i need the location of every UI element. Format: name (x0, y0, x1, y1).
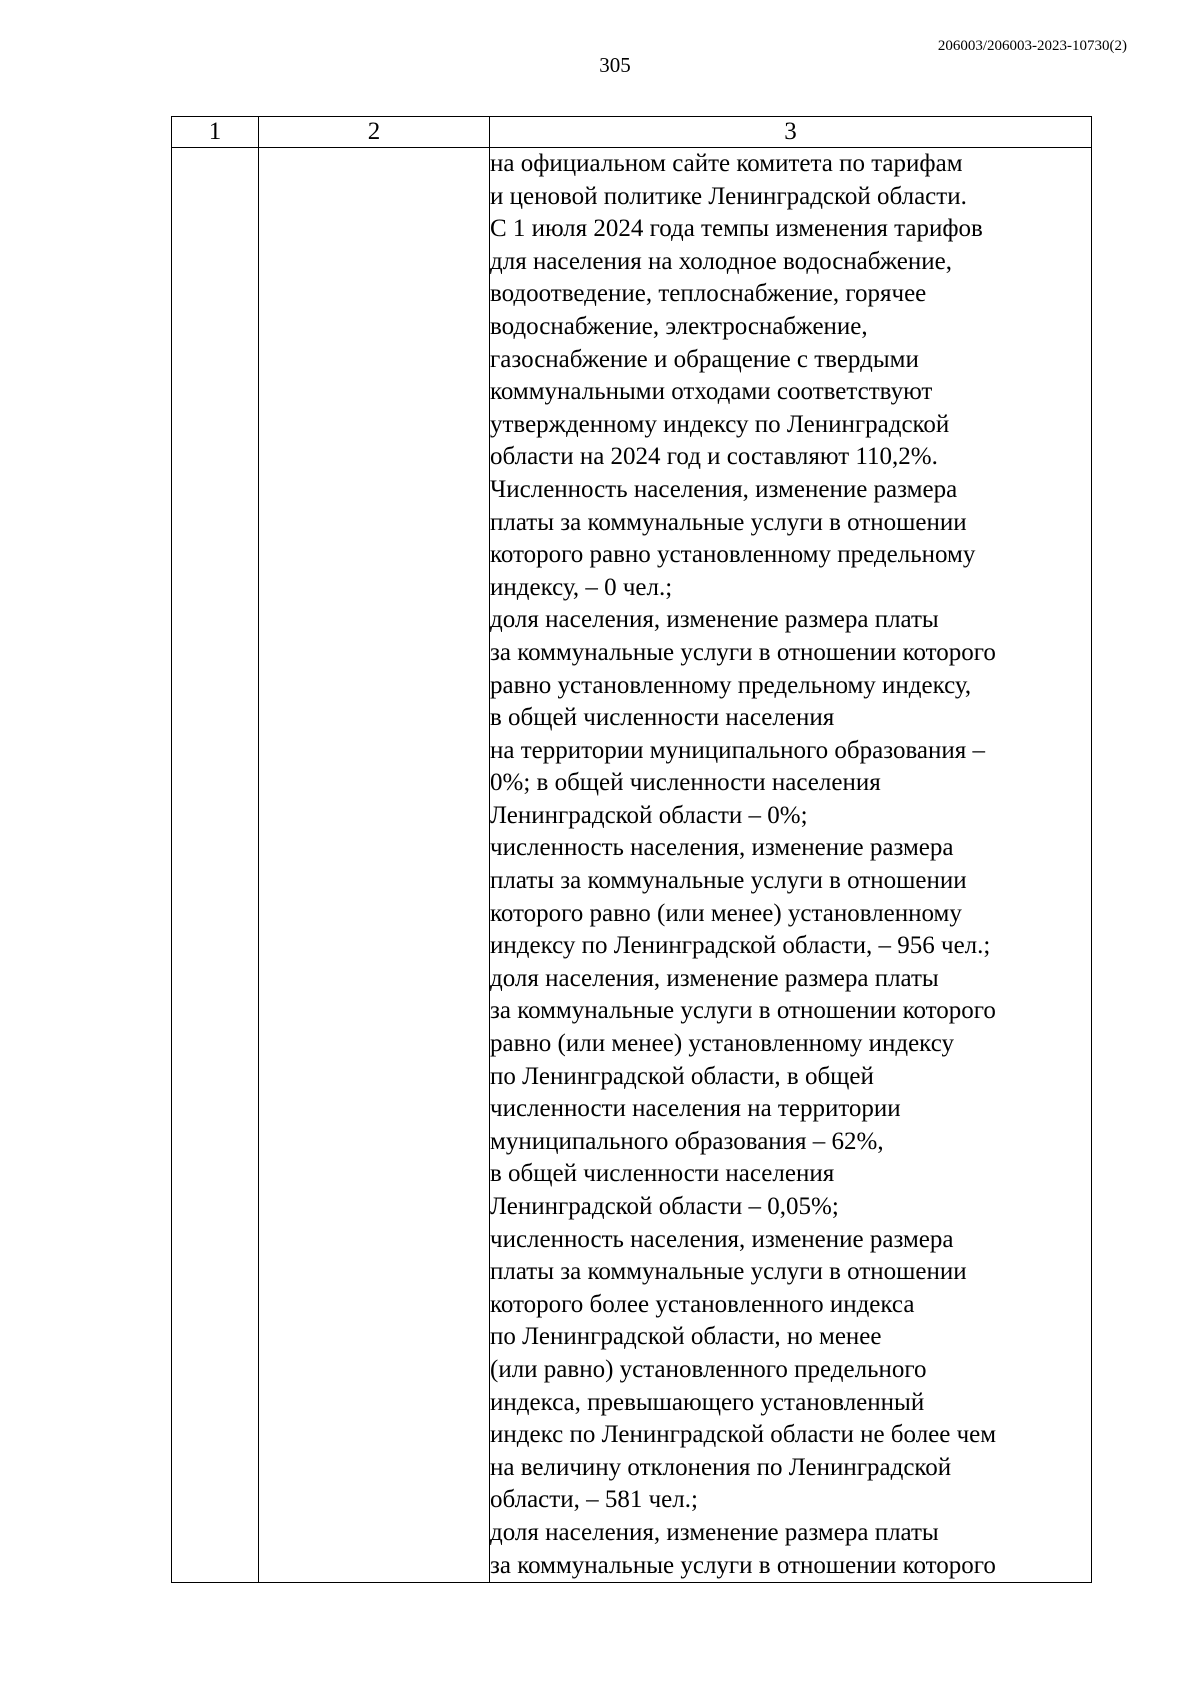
text-line: индекса, превышающего установленный (490, 1388, 925, 1416)
text-line: индекс по Ленинградской области не более чем (490, 1421, 997, 1449)
text-line: (или равно) установленного предельного (490, 1355, 927, 1383)
text-line: платы за коммунальные услуги в отношении (490, 1258, 967, 1286)
column-header-2: 2 (259, 117, 490, 148)
text-line: по Ленинградской области, в общей (490, 1062, 874, 1090)
document-table (171, 116, 1092, 1583)
text-line: за коммунальные услуги в отношении которого (490, 638, 996, 666)
text-line: в общей численности населения (490, 704, 835, 732)
text-line: для населения на холодное водоснабжение, (490, 247, 953, 275)
text-line: водоснабжение, электроснабжение, (490, 312, 868, 340)
text-line: в общей численности населения (490, 1160, 835, 1188)
text-line: за коммунальные услуги в отношении которого (490, 997, 996, 1025)
text-line: которого более установленного индекса (490, 1290, 915, 1318)
text-line: Ленинградской области – 0,05%; (490, 1193, 839, 1220)
column-header-3: 3 (490, 117, 1092, 148)
text-line: численность населения, изменение размера (490, 1225, 954, 1253)
text-line: области на 2024 год и составляют 110,2%. (490, 443, 938, 471)
text-line: 0%; в общей численности населения (490, 769, 881, 797)
text-line: С 1 июля 2024 года темпы изменения тарифов (490, 215, 983, 243)
text-line: Ленинградской области – 0%; (490, 801, 808, 829)
table-header-row (172, 117, 1092, 148)
text-line: коммунальными отходами соответствуют (490, 378, 933, 406)
text-line: которого равно (или менее) установленному (490, 899, 962, 927)
text-line: области, – 581 чел.; (490, 1486, 698, 1514)
text-line: муниципального образования – 62%, (490, 1127, 884, 1155)
text-line: утвержденному индексу по Ленинградской (490, 410, 950, 438)
cell-col3 (490, 148, 1092, 1583)
text-line: доля населения, изменение размера платы (490, 1518, 939, 1546)
table-row (172, 148, 1092, 1583)
text-line: индексу, – 0 чел.; (490, 573, 673, 601)
text-line: за коммунальные услуги в отношении которого (490, 1551, 996, 1579)
text-line: доля населения, изменение размера платы (490, 964, 939, 992)
text-line: на территории муниципального образования – (490, 736, 986, 764)
cell-col2 (259, 148, 490, 1583)
text-line: Численность населения, изменение размера (490, 475, 958, 503)
text-line: которого равно установленному предельному (490, 541, 976, 569)
text-line: и ценовой политике Ленинградской области. (490, 182, 967, 210)
text-line: равно (или менее) установленному индексу (490, 1030, 954, 1058)
text-line: равно установленному предельному индексу, (490, 671, 972, 699)
text-line: индексу по Ленинградской области, – 956 чел.; (490, 932, 991, 960)
text-line: доля населения, изменение размера платы (490, 606, 939, 634)
text-line: численность населения, изменение размера (490, 834, 954, 862)
document-id: 206003/206003-2023-10730(2) (937, 38, 1127, 54)
page-number: 305 (599, 53, 631, 77)
text-line: платы за коммунальные услуги в отношении (490, 867, 967, 895)
column-header-1: 1 (172, 117, 259, 148)
text-line: по Ленинградской области, но менее (490, 1323, 882, 1351)
text-line: численности населения на территории (490, 1095, 901, 1123)
text-line: водоотведение, теплоснабжение, горячее (490, 280, 927, 308)
text-line: на официальном сайте комитета по тарифам (490, 150, 963, 177)
cell-col1 (172, 148, 259, 1583)
text-line: платы за коммунальные услуги в отношении (490, 508, 967, 536)
text-line: газоснабжение и обращение с твердыми (490, 345, 919, 373)
text-line: на величину отклонения по Ленинградской (490, 1453, 952, 1481)
